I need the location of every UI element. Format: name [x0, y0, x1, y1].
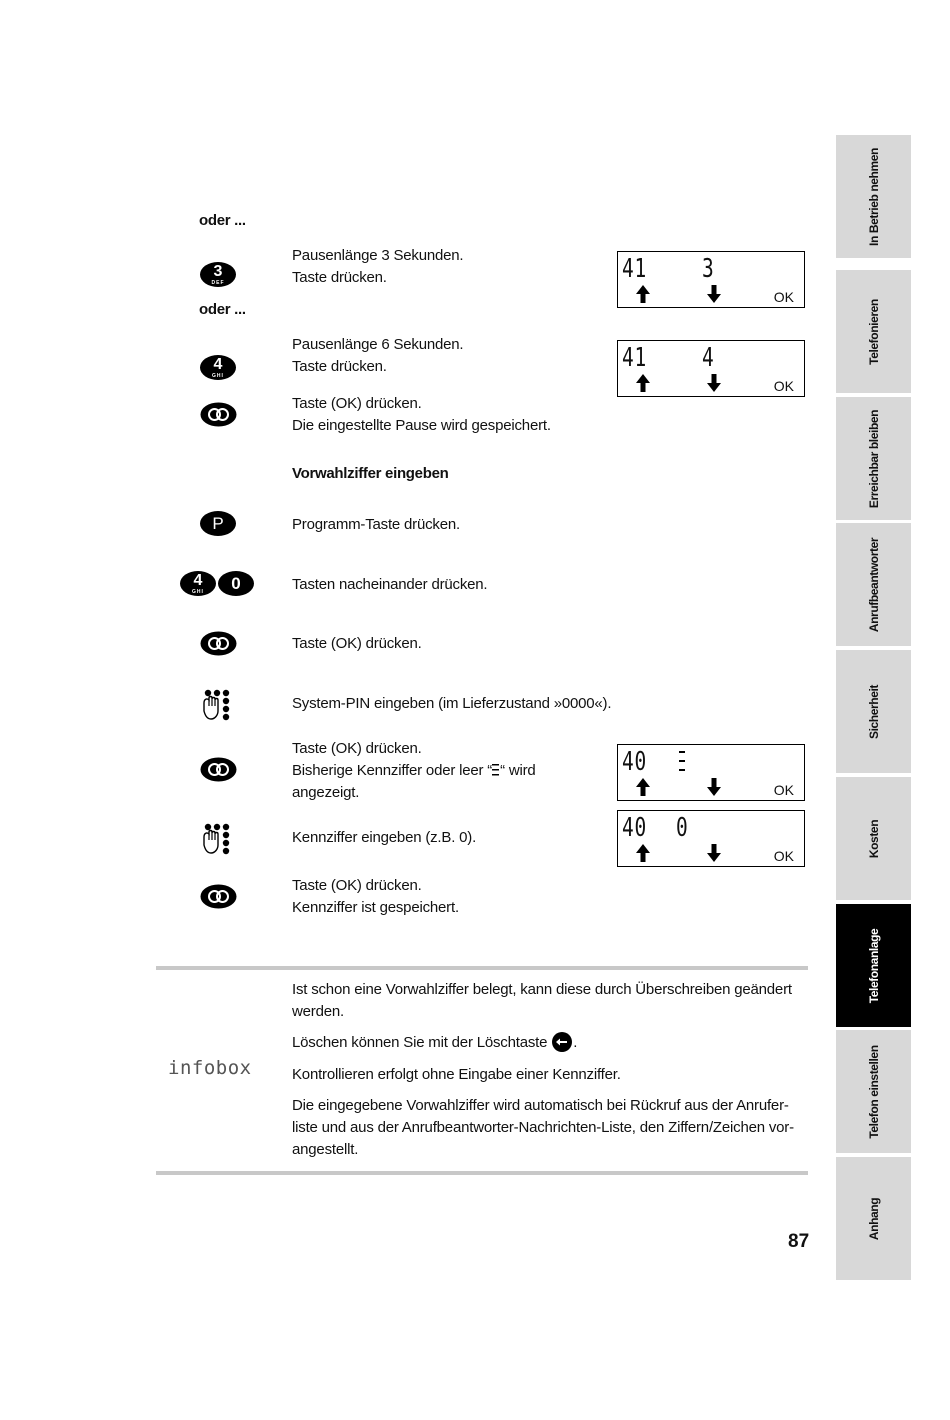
infobox-text: .	[573, 1034, 578, 1051]
tab-label: Sicherheit	[866, 684, 881, 739]
arrow-down-icon	[707, 844, 721, 862]
arrow-up-icon	[636, 778, 650, 796]
program-key-icon: P	[200, 511, 236, 536]
key-4-icon	[200, 355, 236, 380]
tab-label: Erreichbar bleiben	[866, 409, 881, 508]
section-heading: Vorwahlziffer eingeben	[292, 465, 449, 482]
key-0-icon: 0	[218, 571, 254, 596]
display-code: 40	[622, 813, 647, 843]
step-line: Taste (OK) drücken.	[292, 877, 422, 894]
page-number: 87	[788, 1231, 810, 1252]
infobox-paragraph: Kontrollieren erfolgt ohne Eingabe einer Kennziffer.	[292, 1066, 621, 1083]
arrow-down-icon	[707, 778, 721, 796]
key-3-icon	[200, 262, 236, 287]
key-number: 4	[193, 572, 203, 589]
arrow-up-icon	[636, 844, 650, 862]
tab-telefonanlage[interactable]	[836, 904, 911, 1029]
step-line: Taste drücken.	[292, 358, 387, 375]
infobox-paragraph: Ist schon eine Vorwahlziffer belegt, kann diese durch Überschreiben geändert werden.	[292, 981, 792, 1020]
step-text	[292, 334, 463, 378]
lcd-display	[617, 251, 805, 308]
lcd-display	[617, 744, 805, 801]
step-line: Taste drücken.	[292, 269, 387, 286]
tab-label: Telefonieren	[866, 298, 881, 365]
infobox-top-rule	[156, 966, 808, 970]
lcd-display	[617, 810, 805, 867]
display-code: 41	[622, 254, 647, 284]
ok-key-icon	[200, 884, 237, 909]
step-text: System-PIN eingeben (im Lieferzustand »0000«).	[292, 695, 612, 712]
tab-erreichbar-bleiben[interactable]	[836, 397, 911, 522]
tab-label: Anrufbeantworter	[866, 537, 881, 632]
ok-key-icon	[200, 402, 237, 427]
step-line: Pausenlänge 3 Sekunden.	[292, 247, 464, 264]
step-text	[292, 738, 592, 804]
infobox-bottom-rule	[156, 1171, 808, 1175]
tab-telefonieren[interactable]	[836, 270, 911, 395]
key-4-icon	[180, 571, 216, 596]
blank-digit-icon	[678, 750, 687, 772]
step-line: Taste (OK) drücken.	[292, 740, 422, 757]
tab-kosten[interactable]	[836, 777, 911, 902]
oder-label: oder ...	[199, 212, 246, 229]
delete-key-icon	[551, 1032, 573, 1052]
arrow-down-icon	[707, 285, 721, 303]
tab-anhang[interactable]	[836, 1157, 911, 1282]
ok-key-icon	[200, 757, 237, 782]
tab-label: Anhang	[866, 1197, 881, 1240]
tab-label: Kosten	[866, 819, 881, 858]
infobox-paragraph: Die eingegebene Vorwahlziffer wird automatisch bei Rückruf aus der Anruferliste und aus der Anrufbeantworter-Nachrichten-Liste, den Ziffern/Zeichen vorangestellt.	[292, 1097, 795, 1158]
step-text: Programm-Taste drücken.	[292, 516, 460, 533]
step-text: Taste (OK) drücken.	[292, 635, 422, 652]
key-number: 4	[213, 356, 223, 373]
step-text	[292, 245, 463, 289]
ok-label: OK	[773, 782, 794, 798]
step-line: Taste (OK) drücken.	[292, 395, 422, 412]
ok-label: OK	[773, 848, 794, 864]
step-line-part: Bisherige Kennziffer oder leer “	[292, 762, 493, 779]
tab-anrufbeantworter[interactable]	[836, 523, 911, 648]
display-value: 3	[702, 254, 715, 284]
arrow-down-icon	[707, 374, 721, 392]
tab-label: Telefon einstellen	[866, 1044, 881, 1139]
infobox-text: Löschen können Sie mit der Löschtaste	[292, 1034, 548, 1051]
step-line: angezeigt.	[292, 784, 360, 801]
keypad-hand-icon	[201, 689, 235, 723]
display-code: 40	[622, 747, 647, 777]
blank-digit-icon	[492, 763, 500, 777]
ok-key-icon	[200, 631, 237, 656]
step-text: Kennziffer eingeben (z.B. 0).	[292, 829, 477, 846]
step-text	[292, 393, 551, 437]
step-line: Die eingestellte Pause wird gespeichert.	[292, 417, 551, 434]
display-value: 4	[702, 343, 715, 373]
ok-label: OK	[773, 378, 794, 394]
lcd-display	[617, 340, 805, 397]
tab-telefon-einstellen[interactable]	[836, 1030, 911, 1155]
step-line	[292, 760, 592, 782]
tab-in-betrieb-nehmen[interactable]	[836, 135, 911, 260]
tab-label: Telefonanlage	[866, 928, 881, 1003]
ok-label: OK	[773, 289, 794, 305]
step-text: Tasten nacheinander drücken.	[292, 576, 488, 593]
step-line: Pausenlänge 6 Sekunden.	[292, 336, 464, 353]
key-number: 3	[213, 263, 223, 280]
step-line-part: “ wird	[500, 762, 536, 779]
step-line: Kennziffer ist gespeichert.	[292, 899, 459, 916]
key-letters: GHI	[212, 373, 224, 379]
key-letters: GHI	[192, 589, 204, 595]
display-value: 0	[676, 813, 689, 843]
arrow-up-icon	[636, 285, 650, 303]
oder-label: oder ...	[199, 301, 246, 318]
key-letters: DEF	[211, 280, 225, 286]
arrow-up-icon	[636, 374, 650, 392]
infobox-label: infobox	[168, 1057, 252, 1079]
keypad-hand-icon	[201, 823, 235, 857]
tab-sicherheit[interactable]	[836, 650, 911, 775]
tab-label: In Betrieb nehmen	[866, 147, 881, 246]
display-code: 41	[622, 343, 647, 373]
step-text	[292, 875, 459, 919]
infobox-paragraph	[292, 1032, 807, 1054]
